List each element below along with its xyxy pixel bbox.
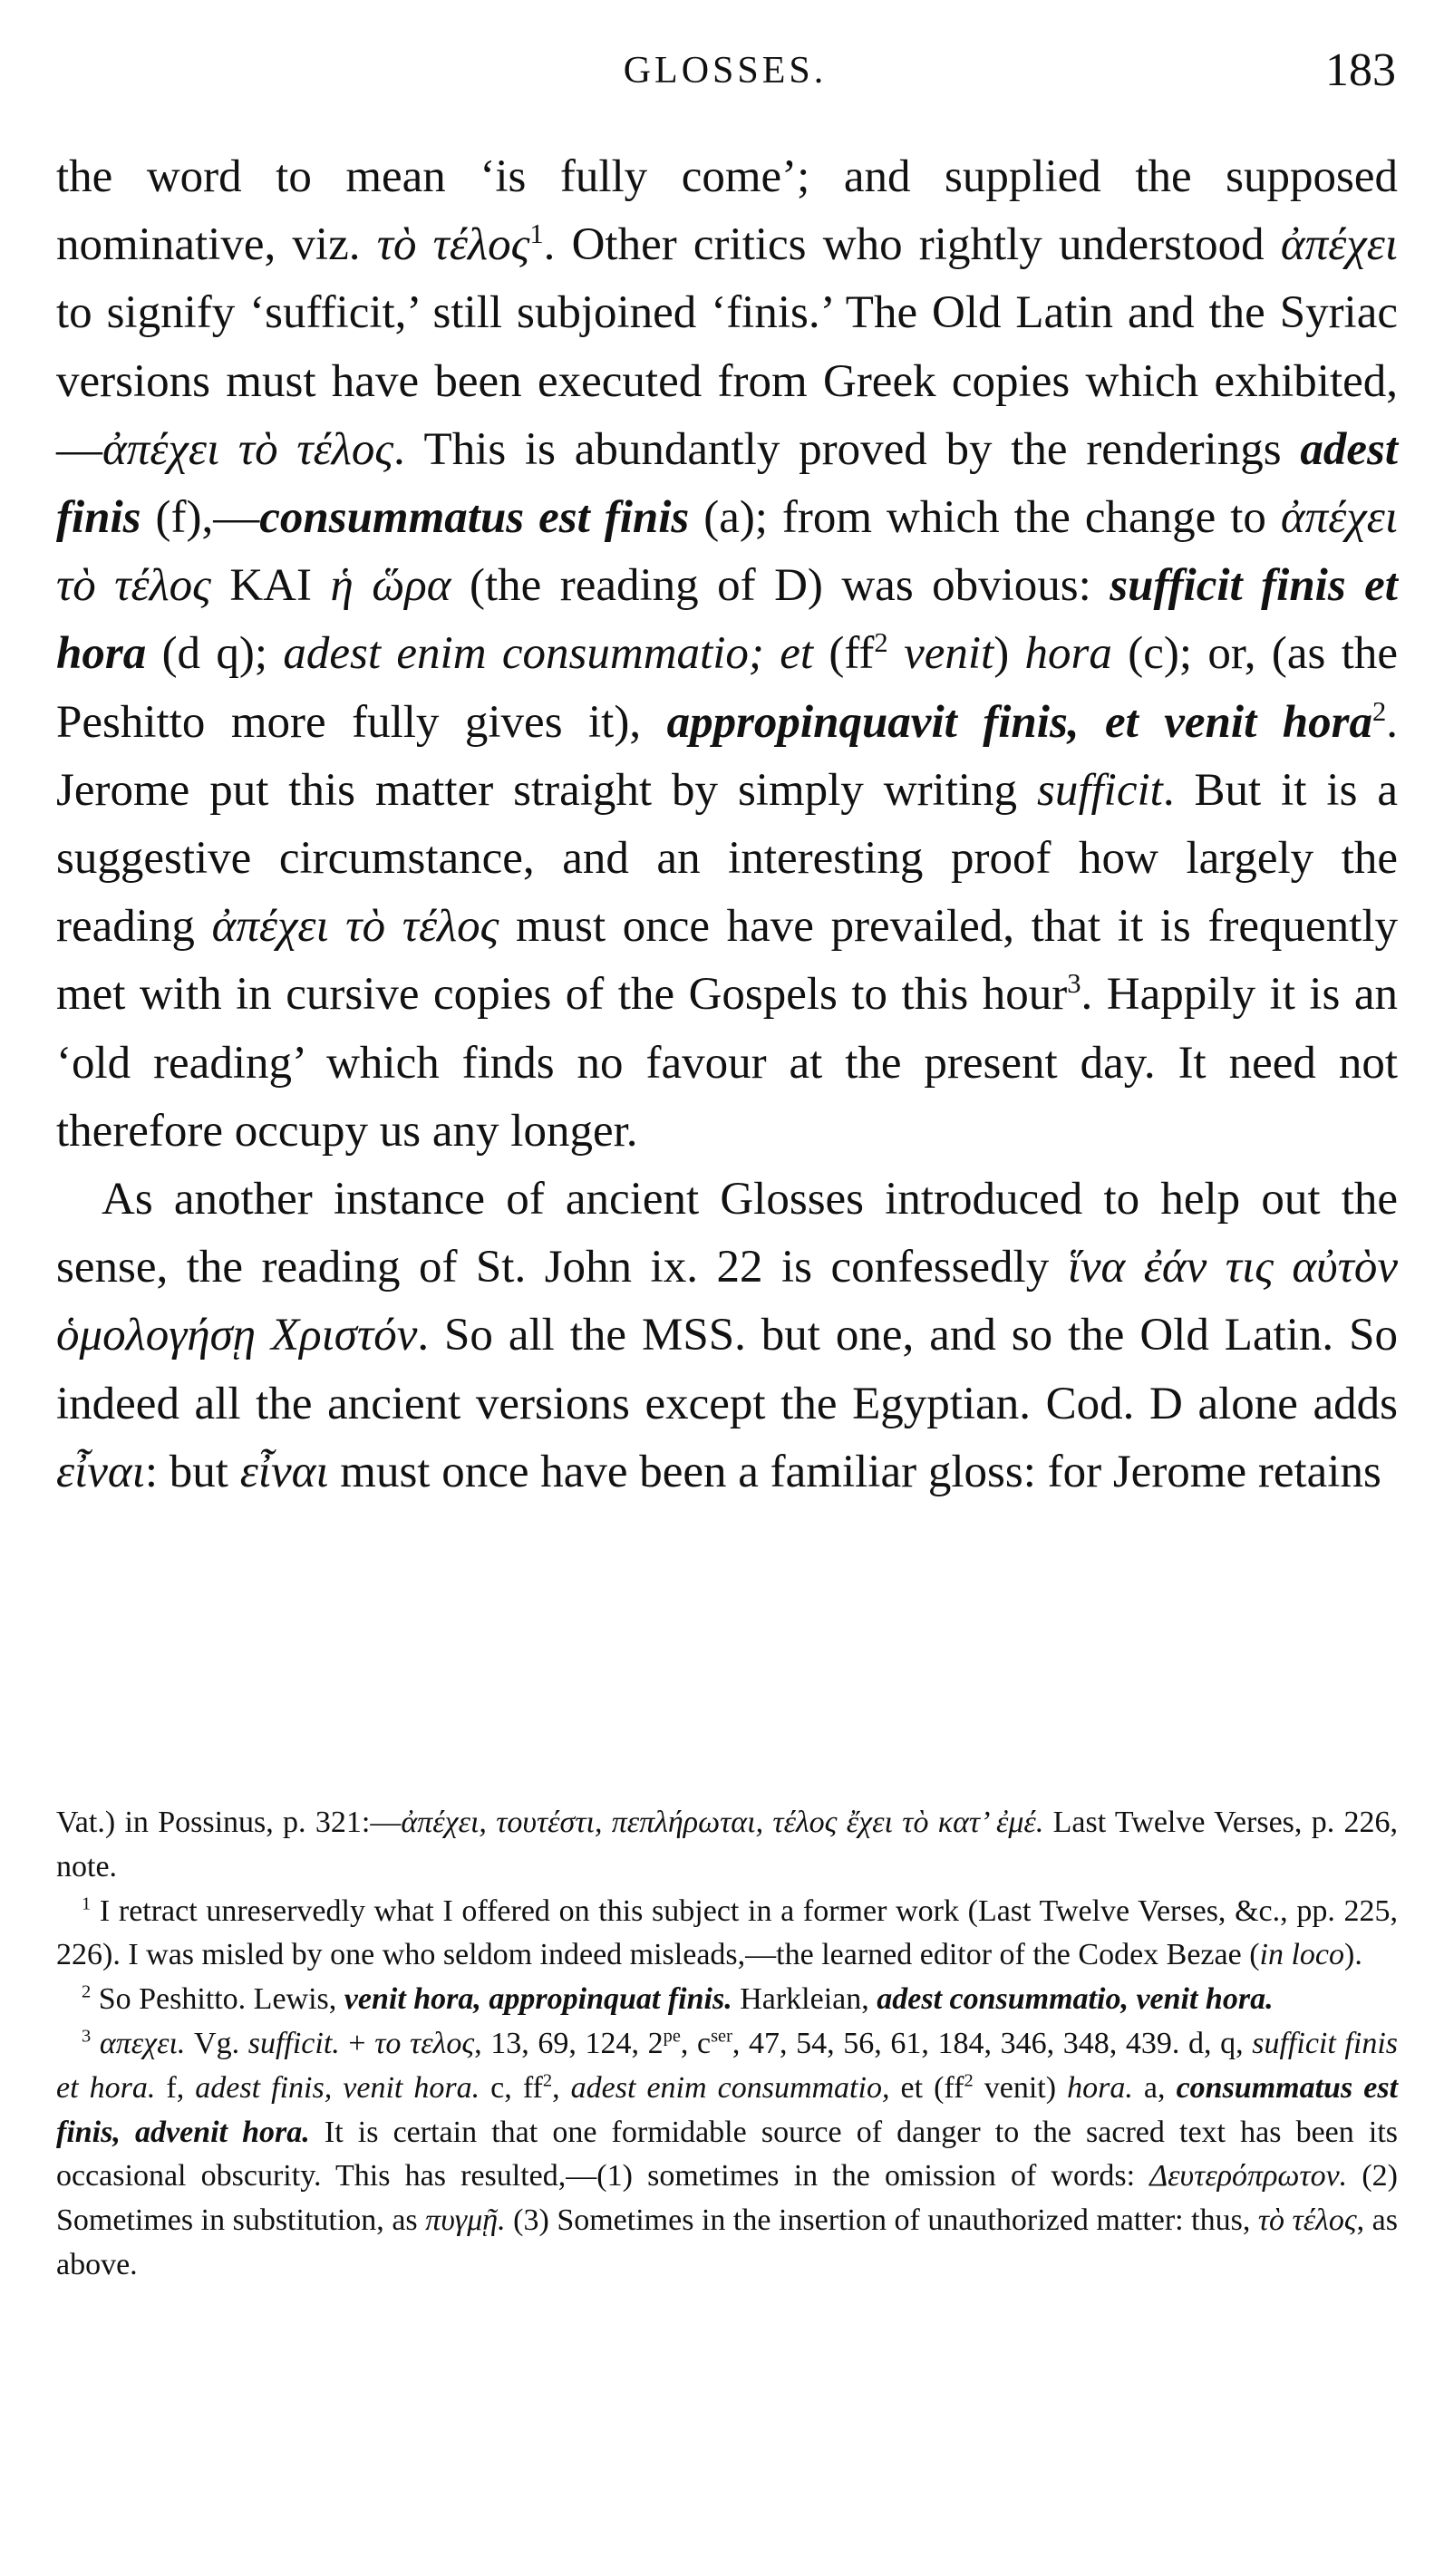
text-run: . Jerome put this matter straight by simply writing <box>56 696 1398 816</box>
latin-phrase: consummatus est finis, advenit hora. <box>56 2070 1399 2149</box>
text-run: must once have prevailed, that it is frequently met with in cursive copies of the Gospels to this hour <box>56 901 1398 1021</box>
text-run: et (ff <box>889 2070 964 2105</box>
latin-word: venit <box>904 628 994 680</box>
text-run: (the reading of D) was obvious: <box>451 560 1110 612</box>
paragraph-1 <box>56 143 1398 1166</box>
latin-word: sufficit <box>1037 764 1163 816</box>
text-run: ). <box>1344 1938 1362 1972</box>
text-run: , as above. <box>56 2203 1398 2281</box>
text-run: (3) Sometimes in the insertion of unauthorized matter: thus, <box>505 2203 1258 2238</box>
footnote-ref-3: 3 <box>1067 968 1081 1000</box>
greek-word: Δευτερόπρωτον. <box>1149 2159 1348 2193</box>
greek-phrase: το τελος <box>374 2026 475 2060</box>
text-run: I retract unreservedly what I offered on this subject in a former work (Last Twelve Verses, &c., pp. 225, 226). I was misled by one who seldom indeed misleads,—the learned editor of the Codex Bezae ( <box>56 1893 1398 1972</box>
latin-phrase: appropinquavit finis, et venit hora <box>666 696 1372 748</box>
text-run: (a); from which the change to <box>689 492 1281 544</box>
text-run: (d q); <box>146 628 284 680</box>
footnotes <box>56 1801 1398 2288</box>
latin-phrase: adest consummatio, venit hora. <box>877 1982 1274 2017</box>
latin-word: hora. <box>1067 2070 1133 2105</box>
text-run: + <box>339 2026 375 2060</box>
text-run: c, ff <box>480 2070 543 2105</box>
text-run: f, <box>155 2070 196 2105</box>
greek-phrase: τὸ τέλος <box>1257 2203 1357 2238</box>
text-run: Vat.) in Possinus, p. 321:— <box>56 1806 402 1839</box>
latin-phrase: venit hora, appropinquat finis. <box>344 1982 732 2017</box>
footnote-ref-1: 1 <box>529 218 544 250</box>
text-run: (ff <box>813 628 875 680</box>
footnote-marker: 1 <box>82 1893 92 1914</box>
latin-phrase: consummatus est finis <box>259 492 690 544</box>
text-run: , c <box>680 2026 712 2060</box>
text-run: So Peshitto. Lewis, <box>91 1982 344 2017</box>
text-run: (c); or, (as the Peshitto more fully gives it), <box>56 628 1399 748</box>
text-run: It is certain that one formidable source of danger to the sacred text has been its occasional obscurity. This has resulted,—(1) sometimes in the omission of words: <box>56 2115 1399 2193</box>
superscript: pe <box>663 2026 681 2047</box>
text-run: Last Twelve Verses, p. 226, note. <box>56 1806 1398 1884</box>
main-text <box>56 143 1398 1506</box>
latin-phrase: in loco <box>1259 1938 1345 1972</box>
footnote-marker: 3 <box>82 2026 92 2047</box>
latin-word: sufficit. <box>247 2026 340 2060</box>
footnote-2 <box>56 1978 1398 2022</box>
latin-phrase: sufficit finis et hora <box>56 560 1398 680</box>
greek-word: εἶναι <box>239 1446 329 1497</box>
greek-word: ἀπέχει <box>1280 219 1398 271</box>
text-run: , <box>552 2070 571 2105</box>
footnote-continuation <box>56 1801 1398 1890</box>
superscript: 2 <box>542 2070 553 2091</box>
text-run: ) <box>993 628 1025 680</box>
superscript: 2 <box>874 627 888 659</box>
latin-phrase: adest finis <box>56 423 1398 544</box>
text-run <box>91 2027 100 2060</box>
greek-phrase: ἀπέχει τὸ τέλος <box>102 423 394 475</box>
greek-word: πυγμῇ. <box>425 2203 506 2238</box>
page-header <box>54 44 1396 107</box>
greek-word: απεχει. <box>99 2026 186 2060</box>
text-run: Vg. <box>185 2026 248 2060</box>
latin-phrase: adest finis, venit hora. <box>195 2070 480 2105</box>
text-run: a, <box>1132 2070 1177 2105</box>
greek-phrase: ἡ ὥρα <box>330 560 451 612</box>
text-run: . Other critics who rightly understood <box>543 219 1281 271</box>
text-run: (f),— <box>141 492 260 544</box>
text-run: (2) Sometimes in substitution, as <box>56 2159 1398 2238</box>
text-run <box>888 628 904 679</box>
latin-word: hora <box>1024 628 1112 680</box>
greek-phrase: τὸ τέλος <box>376 219 530 271</box>
page-number: 183 <box>1325 44 1396 96</box>
text-run: As another instance of ancient Glosses introduced to help out the sense, the reading of St. John ix. 22 is confessedly <box>56 1174 1398 1293</box>
footnote-ref-2: 2 <box>1371 695 1387 727</box>
latin-phrase: sufficit finis et hora. <box>56 2026 1398 2105</box>
latin-phrase: adest enim consummatio, <box>570 2070 890 2105</box>
text-run: the word to mean ‘is fully come’; and supplied the supposed nominative, viz. <box>56 151 1398 271</box>
greek-phrase: ἀπέχει τὸ τέλος <box>56 492 1398 612</box>
footnote-3 <box>56 2022 1398 2288</box>
footnote-1 <box>56 1890 1398 1979</box>
running-head: GLOSSES. <box>623 50 828 92</box>
superscript: 2 <box>964 2070 974 2091</box>
text-run: . But it is a suggestive circumstance, and an interesting proof how largely the reading <box>56 764 1398 953</box>
text-run: . Happily it is an ‘old reading’ which finds no favour at the present day. It need not therefore occupy us any longer. <box>56 969 1398 1157</box>
text-run: , 47, 54, 56, 61, 184, 346, 348, 439. d, q, <box>732 2026 1253 2060</box>
text-run: . So all the MSS. but one, and so the Old Latin. So indeed all the ancient versions except the Egyptian. Cod. D alone adds <box>56 1310 1398 1429</box>
latin-phrase: adest enim consummatio; et <box>283 628 814 680</box>
text-run: , 13, 69, 124, 2 <box>474 2026 664 2060</box>
superscript: ser <box>711 2026 732 2047</box>
greek-phrase: ἵνα ἐάν τις αὐτὸν ὁμολογήσῃ Χριστόν <box>56 1242 1398 1361</box>
greek-phrase: ἀπέχει τὸ τέλος <box>211 901 499 953</box>
footnote-marker: 2 <box>82 1981 92 2002</box>
paragraph-2 <box>56 1166 1398 1506</box>
text-run: KAI <box>210 560 331 612</box>
text-run: venit) <box>973 2070 1068 2105</box>
text-run: to signify ‘sufficit,’ still subjoined ‘finis.’ The Old Latin and the Syriac versions must have been executed from Greek copies which exhibited,— <box>56 287 1398 475</box>
greek-phrase: ἀπέχει, τουτέστι, πεπλήρωται, τέλος ἔχει τὸ κατ’ ἐμέ. <box>401 1806 1044 1839</box>
text-run: . This is abundantly proved by the renderings <box>393 423 1301 475</box>
text-run: : but <box>144 1446 240 1497</box>
greek-word: εἶναι <box>56 1446 145 1497</box>
text-run: Harkleian, <box>732 1982 877 2017</box>
text-run: must once have been a familiar gloss: for Jerome retains <box>328 1446 1381 1497</box>
